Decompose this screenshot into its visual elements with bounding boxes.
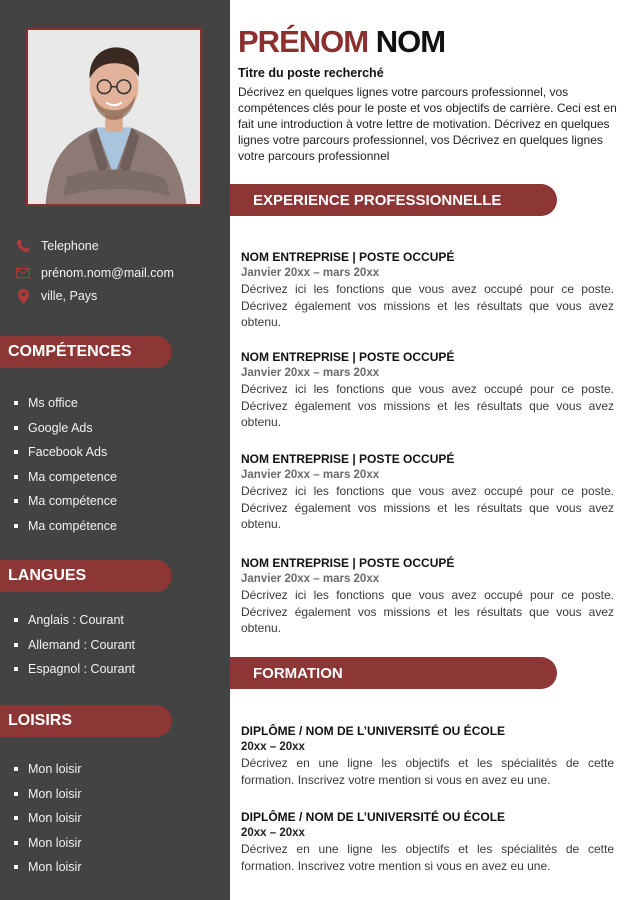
- location-pin-icon: [14, 288, 32, 304]
- list-item: [14, 514, 117, 539]
- experience-entry: [241, 249, 614, 331]
- bullet-icon: [14, 667, 18, 671]
- education-entry: [241, 809, 614, 874]
- bullet-icon: [14, 475, 18, 479]
- education-entry: [241, 723, 614, 788]
- hobby-item: Mon loisir: [28, 835, 82, 850]
- language-item: Allemand : Courant: [28, 637, 136, 652]
- profile-photo: [26, 28, 202, 206]
- entry-dates: Janvier 20xx – mars 20xx: [241, 267, 380, 279]
- contact-email-text: prénom.nom@mail.com: [41, 266, 174, 280]
- bullet-icon: [14, 618, 18, 622]
- contact-phone: [14, 238, 99, 254]
- contact-location: [14, 288, 97, 304]
- list-item: [14, 608, 135, 633]
- contact-location-text: ville, Pays: [41, 289, 98, 303]
- entry-heading: NOM ENTREPRISE | POSTE OCCUPÉ: [241, 556, 455, 570]
- skill-item: Ma compétence: [28, 518, 117, 533]
- list-item: [14, 782, 82, 807]
- entry-description: Décrivez en une ligne les objectifs et les spécialités de cette formation. Inscrivez votre mention si vous en avez eu une.: [241, 842, 614, 873]
- entry-heading: NOM ENTREPRISE | POSTE OCCUPÉ: [241, 452, 455, 466]
- page-title: [238, 22, 445, 62]
- bullet-icon: [14, 524, 18, 528]
- list-item: [14, 440, 117, 465]
- contact-phone-text: Telephone: [41, 239, 99, 253]
- skills-list: [14, 391, 117, 538]
- skill-item: Ma compétence: [28, 494, 117, 509]
- education-section-title: FORMATION: [230, 657, 557, 689]
- sidebar: [0, 0, 230, 900]
- job-title: Titre du poste recherché: [238, 66, 384, 80]
- bullet-icon: [14, 426, 18, 430]
- profile-photo-illustration: [28, 30, 200, 204]
- entry-heading: NOM ENTREPRISE | POSTE OCCUPÉ: [241, 350, 455, 364]
- language-item: Anglais : Courant: [28, 613, 124, 628]
- list-item: [14, 806, 82, 831]
- entry-description: Décrivez en une ligne les objectifs et les spécialités de cette formation. Inscrivez votre mention si vous en avez eu une.: [241, 756, 614, 787]
- hobby-item: Mon loisir: [28, 811, 82, 826]
- entry-heading: DIPLÔME / NOM DE L’UNIVERSITÉ OU ÉCOLE: [241, 724, 506, 738]
- phone-icon: [14, 238, 32, 254]
- list-item: [14, 657, 135, 682]
- entry-dates: Janvier 20xx – mars 20xx: [241, 469, 380, 481]
- skills-section-title: COMPÉTENCES: [0, 336, 172, 368]
- bullet-icon: [14, 792, 18, 796]
- bullet-icon: [14, 401, 18, 405]
- entry-description: Décrivez ici les fonctions que vous avez occupé pour ce poste. Décrivez également vos missions et les résultats que vous avez obtenu.: [241, 588, 614, 635]
- languages-section-title: LANGUES: [0, 560, 172, 592]
- bullet-icon: [14, 865, 18, 869]
- skill-item: Facebook Ads: [28, 445, 108, 460]
- bullet-icon: [14, 450, 18, 454]
- skill-item: Google Ads: [28, 420, 93, 435]
- entry-dates: Janvier 20xx – mars 20xx: [241, 573, 380, 585]
- bullet-icon: [14, 767, 18, 771]
- envelope-icon: [14, 265, 32, 281]
- bullet-icon: [14, 841, 18, 845]
- entry-dates: 20xx – 20xx: [241, 827, 305, 839]
- languages-list: [14, 608, 135, 682]
- intro-paragraph: Décrivez en quelques lignes votre parcours professionnel, vos compétences clés pour le poste et vos objectifs de carrière. Ceci est en fait une introduction à votre lettre de motivation. Décrivez en quelques lignes votre parcours professionnel, vos Décrivez en quelques lignes votre parcours professionnel: [238, 85, 617, 163]
- entry-description: Décrivez ici les fonctions que vous avez occupé pour ce poste. Décrivez également vos missions et les résultats que vous avez obtenu.: [241, 282, 614, 329]
- bullet-icon: [14, 643, 18, 647]
- skill-item: Ms office: [28, 396, 78, 411]
- list-item: [14, 633, 135, 658]
- entry-heading: NOM ENTREPRISE | POSTE OCCUPÉ: [241, 250, 455, 264]
- experience-entry: [241, 451, 614, 533]
- hobby-item: Mon loisir: [28, 786, 82, 801]
- hobby-item: Mon loisir: [28, 762, 82, 777]
- last-name: NOM: [375, 24, 446, 59]
- experience-entry: [241, 555, 614, 637]
- experience-entry: [241, 349, 614, 431]
- list-item: [14, 489, 117, 514]
- list-item: [14, 855, 82, 880]
- list-item: [14, 416, 117, 441]
- first-name: PRÉNOM: [238, 24, 369, 59]
- contact-email: [14, 265, 174, 281]
- entry-dates: Janvier 20xx – mars 20xx: [241, 367, 380, 379]
- hobbies-section-title: LOISIRS: [0, 705, 172, 737]
- bullet-icon: [14, 499, 18, 503]
- entry-description: Décrivez ici les fonctions que vous avez occupé pour ce poste. Décrivez également vos missions et les résultats que vous avez obtenu.: [241, 484, 614, 531]
- bullet-icon: [14, 816, 18, 820]
- entry-heading: DIPLÔME / NOM DE L’UNIVERSITÉ OU ÉCOLE: [241, 810, 506, 824]
- hobbies-list: [14, 757, 82, 880]
- experience-section-title: EXPERIENCE PROFESSIONNELLE: [230, 184, 557, 216]
- skill-item: Ma competence: [28, 469, 117, 484]
- entry-description: Décrivez ici les fonctions que vous avez occupé pour ce poste. Décrivez également vos missions et les résultats que vous avez obtenu.: [241, 382, 614, 429]
- list-item: [14, 391, 117, 416]
- language-item: Espagnol : Courant: [28, 662, 136, 677]
- list-item: [14, 831, 82, 856]
- entry-dates: 20xx – 20xx: [241, 741, 305, 753]
- hobby-item: Mon loisir: [28, 860, 82, 875]
- list-item: [14, 757, 82, 782]
- list-item: [14, 465, 117, 490]
